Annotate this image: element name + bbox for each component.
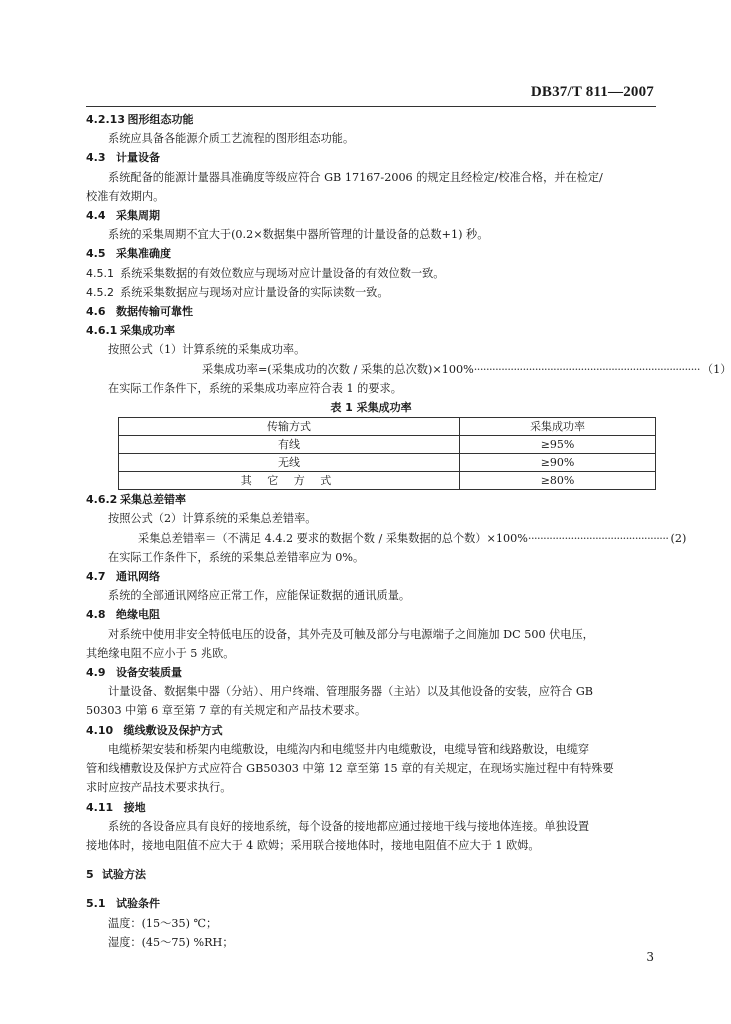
formula-number: (2)	[670, 531, 687, 545]
section-number: 4.6	[86, 305, 106, 319]
section-number: 4.8	[86, 608, 106, 622]
section-number: 4.7	[86, 570, 106, 584]
paragraph: 温度：(15～35) ℃；	[108, 916, 218, 930]
section-number: 4.6.2	[86, 493, 118, 507]
section-number: 4.2.13	[86, 113, 125, 126]
section-number: 4.10	[86, 723, 114, 737]
header-rule	[86, 106, 656, 107]
section-heading	[86, 490, 656, 509]
paragraph: 按照公式（2）计算系统的采集总差错率。	[108, 512, 317, 526]
section-heading	[86, 894, 656, 913]
table-header-cell: 采集成功率	[460, 418, 656, 436]
section-title: 设备安装质量	[116, 666, 182, 680]
standard-code: DB37/T 811—2007	[530, 84, 654, 100]
section-number: 4.4	[86, 209, 106, 223]
formula-leader-dots: ··············································	[527, 531, 669, 545]
section-heading	[86, 302, 656, 321]
table-cell: 有线	[119, 436, 460, 454]
formula-expression: 采集成功率=(采集成功的次数 / 采集的总次数)×100%	[202, 362, 474, 376]
table-header-cell: 传输方式	[119, 418, 460, 436]
section-title: 接地	[123, 800, 146, 814]
success-rate-table	[118, 417, 656, 490]
paragraph: 系统应具备各能源介质工艺流程的图形组态功能。	[108, 132, 355, 146]
table-cell: ≥80%	[460, 472, 656, 490]
formula-2	[86, 529, 687, 548]
section-number: 4.9	[86, 666, 106, 680]
section-title: 采集成功率	[120, 324, 175, 338]
paragraph-line: 对系统中使用非安全特低电压的设备，其外壳及可触及部分与电源端子之间施加 DC 500 伏电压，	[108, 627, 594, 641]
paragraph: 在实际工作条件下，系统的采集总差错率应为 0%。	[108, 550, 365, 564]
section-number: 4.5	[86, 247, 106, 261]
clause-number: 4.5.1	[86, 266, 114, 280]
formula-expression: 采集总差错率＝（不满足 4.4.2 要求的数据个数 / 采集数据的总个数）×100%	[138, 531, 528, 545]
paragraph-line: 求时应按产品技术要求执行。	[86, 781, 232, 795]
section-heading	[86, 605, 656, 624]
paragraph: 在实际工作条件下，系统的采集成功率应符合表 1 的要求。	[108, 381, 402, 395]
table-cell: 无线	[119, 454, 460, 472]
paragraph-line: 其绝缘电阻不应小于 5 兆欧。	[86, 646, 235, 660]
paragraph: 按照公式（1）计算系统的采集成功率。	[108, 343, 306, 357]
paragraph-line: 50303 中第 6 章至第 7 章的有关规定和产品技术要求。	[86, 704, 367, 718]
section-title: 采集准确度	[116, 247, 171, 261]
clause	[86, 264, 656, 283]
section-title: 缆线敷设及保护方式	[123, 723, 223, 737]
clause-text: 系统采集数据的有效位数应与现场对应计量设备的有效位数一致。	[120, 266, 445, 280]
formula-number: （1）	[701, 362, 731, 376]
section-number: 4.11	[86, 800, 114, 814]
section-title: 绝缘电阻	[116, 608, 160, 622]
section-heading	[86, 206, 656, 225]
section-title: 图形组态功能	[127, 113, 194, 126]
table-row	[119, 436, 656, 454]
paragraph-line: 计量设备、数据集中器（分站）、用户终端、管理服务器（主站）以及其他设备的安装，应符合 GB	[108, 685, 593, 699]
table-cell: 其 它 方 式	[119, 472, 460, 490]
section-title: 数据传输可靠性	[116, 305, 193, 319]
page-body	[86, 110, 731, 952]
clause-text: 系统采集数据应与现场对应计量设备的实际读数一致。	[120, 285, 389, 299]
table-cell: ≥90%	[460, 454, 656, 472]
table-cell: ≥95%	[460, 436, 656, 454]
paragraph-line: 电缆桥架安装和桥架内电缆敷设，电缆沟内和电缆竖井内电缆敷设，电缆导管和线路敷设，电缆穿	[108, 742, 590, 756]
table-row	[119, 454, 656, 472]
table-header-row	[119, 418, 656, 436]
section-number: 4.6.1	[86, 324, 118, 338]
paragraph-line: 校准有效期内。	[86, 189, 165, 203]
section-heading	[86, 663, 656, 682]
section-title: 试验条件	[116, 897, 160, 911]
paragraph-line: 接地体时，接地电阻值不应大于 4 欧姆；采用联合接地体时，接地电阻值不应大于 1 欧姆。	[86, 838, 540, 852]
formula-leader-dots: ··········································································	[473, 362, 700, 376]
formula-1	[86, 360, 731, 379]
paragraph: 系统的采集周期不宜大于(0.2×数据集中器所管理的计量设备的总数+1) 秒。	[108, 228, 489, 242]
section-title: 通讯网络	[116, 570, 160, 584]
section-heading	[86, 567, 656, 586]
paragraph-line: 系统配备的能源计量器具准确度等级应符合 GB 17167-2006 的规定且经检定/校准合格，并在检定/	[108, 170, 603, 184]
clause	[86, 283, 656, 302]
chapter-heading	[86, 865, 656, 884]
section-heading	[86, 721, 656, 740]
paragraph: 系统的全部通讯网络应正常工作，应能保证数据的通讯质量。	[108, 589, 411, 603]
section-title: 采集周期	[116, 209, 160, 223]
paragraph: 湿度：(45～75) %RH；	[108, 935, 234, 949]
paragraph-line: 系统的各设备应具有良好的接地系统，每个设备的接地都应通过接地干线与接地体连接。单独设置	[108, 819, 590, 833]
table-caption: 表 1 采集成功率	[330, 401, 412, 415]
spacer	[86, 884, 656, 894]
section-heading	[86, 321, 656, 340]
clause-number: 4.5.2	[86, 285, 114, 299]
paragraph-line: 管和线槽敷设及保护方式应符合 GB50303 中第 12 章至第 15 章的有关规定，在现场实施过程中有特殊要	[86, 762, 614, 776]
section-title: 计量设备	[116, 151, 160, 165]
spacer	[86, 855, 656, 865]
section-heading	[86, 244, 656, 263]
chapter-number: 5	[86, 868, 94, 882]
page-number: 3	[646, 950, 654, 964]
section-title: 采集总差错率	[120, 493, 186, 507]
section-heading	[86, 798, 656, 817]
chapter-title: 试验方法	[102, 868, 146, 882]
table-row	[119, 472, 656, 490]
section-heading	[86, 148, 656, 167]
section-number: 4.3	[86, 151, 106, 165]
section-heading	[86, 110, 656, 129]
section-number: 5.1	[86, 897, 106, 911]
